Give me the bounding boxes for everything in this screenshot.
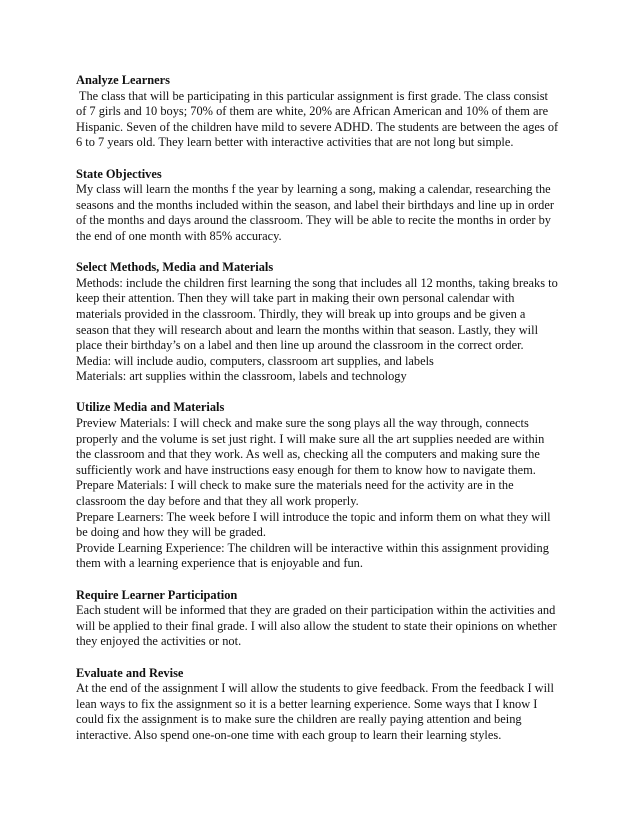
paragraph-line: Media: will include audio, computers, classroom art supplies, and labels [76, 353, 434, 368]
paragraph-line: materials provided in the classroom. Thirdly, they will break up into groups and be given a [76, 306, 526, 321]
section-utilize-media [76, 400, 568, 572]
paragraph-line: My class will learn the months f the year by learning a song, making a calendar, researching the [76, 182, 551, 197]
paragraph-line: be doing and how they will be graded. [76, 525, 266, 540]
paragraph-line: Hispanic. Seven of the children have mild to severe ADHD. The students are between the ages of [76, 119, 559, 134]
section-evaluate-revise [76, 666, 568, 744]
paragraph-line: they enjoyed the activities or not. [76, 634, 242, 649]
section-heading: Utilize Media and Materials [76, 400, 225, 415]
section-heading: State Objectives [76, 166, 162, 181]
paragraph-line: Preview Materials: I will check and make sure the song plays all the way through, connects [76, 416, 529, 431]
paragraph-line: 6 to 7 years old. They learn better with interactive activities that are not long but simple. [76, 135, 514, 150]
paragraph-line: keep their attention. Then they will take part in making their own personal calendar with [76, 291, 515, 306]
section-heading: Analyze Learners [76, 73, 170, 87]
paragraph-line: Materials: art supplies within the classroom, labels and technology [76, 369, 407, 384]
paragraph-line: of 7 girls and 10 boys; 70% of them are white, 20% are African American and 10% of them are [76, 104, 549, 119]
paragraph-line: lean ways to fix the assignment so it is a better learning experience. Some ways that I know I [76, 696, 538, 711]
paragraph-line: place their birthday’s on a label and then line up around the classroom in the correct order. [76, 338, 524, 353]
paragraph-line: of the months and days around the classroom. They will be able to recite the months in order by [76, 213, 551, 228]
paragraph-line: could fix the assignment is to make sure the children are really paying attention and being [76, 712, 522, 727]
paragraph-line: classroom the day before and that they all work properly. [76, 494, 359, 509]
paragraph-line: season that they will research about and learn the months within that season. Lastly, they will [76, 322, 539, 337]
paragraph-line: interactive. Also spend one-on-one time with each group to learn their learning styles. [76, 727, 502, 742]
paragraph-line: At the end of the assignment I will allow the students to give feedback. From the feedback I will [76, 681, 554, 696]
paragraph-line: seasons and the months included within the season, and label their birthdays and line up in order [76, 197, 554, 212]
paragraph-line: properly and the volume is set just right. I will make sure all the art supplies needed are within [76, 431, 545, 446]
paragraph-line: the end of one month with 85% accuracy. [76, 228, 282, 243]
paragraph-line: will be applied to their final grade. I will also allow the student to state their opinions on whether [76, 618, 557, 633]
paragraph-line: The class that will be participating in this particular assignment is first grade. The class consist [76, 88, 548, 103]
paragraph-line: them with a learning experience that is enjoyable and fun. [76, 556, 363, 571]
section-analyze-learners [76, 73, 568, 151]
paragraph-line: Each student will be informed that they are graded on their participation within the activities and [76, 603, 556, 618]
section-heading: Evaluate and Revise [76, 665, 184, 680]
section-heading: Require Learner Participation [76, 587, 238, 602]
section-require-participation [76, 588, 568, 650]
paragraph-line: sufficiently work and have instructions easy enough for them to know how to navigate them. [76, 462, 536, 477]
section-state-objectives [76, 167, 568, 245]
section-select-methods [76, 260, 568, 385]
section-heading: Select Methods, Media and Materials [76, 260, 274, 275]
paragraph-line: Prepare Learners: The week before I will introduce the topic and inform them on what they will [76, 509, 551, 524]
paragraph-line: the classroom and that they work. As well as, checking all the computers and making sure the [76, 447, 540, 462]
paragraph-line: Provide Learning Experience: The children will be interactive within this assignment providing [76, 540, 549, 555]
paragraph-line: Prepare Materials: I will check to make sure the materials need for the activity are in the [76, 478, 514, 493]
document-page [76, 73, 568, 759]
paragraph-line: Methods: include the children first learning the song that includes all 12 months, taking breaks to [76, 275, 558, 290]
